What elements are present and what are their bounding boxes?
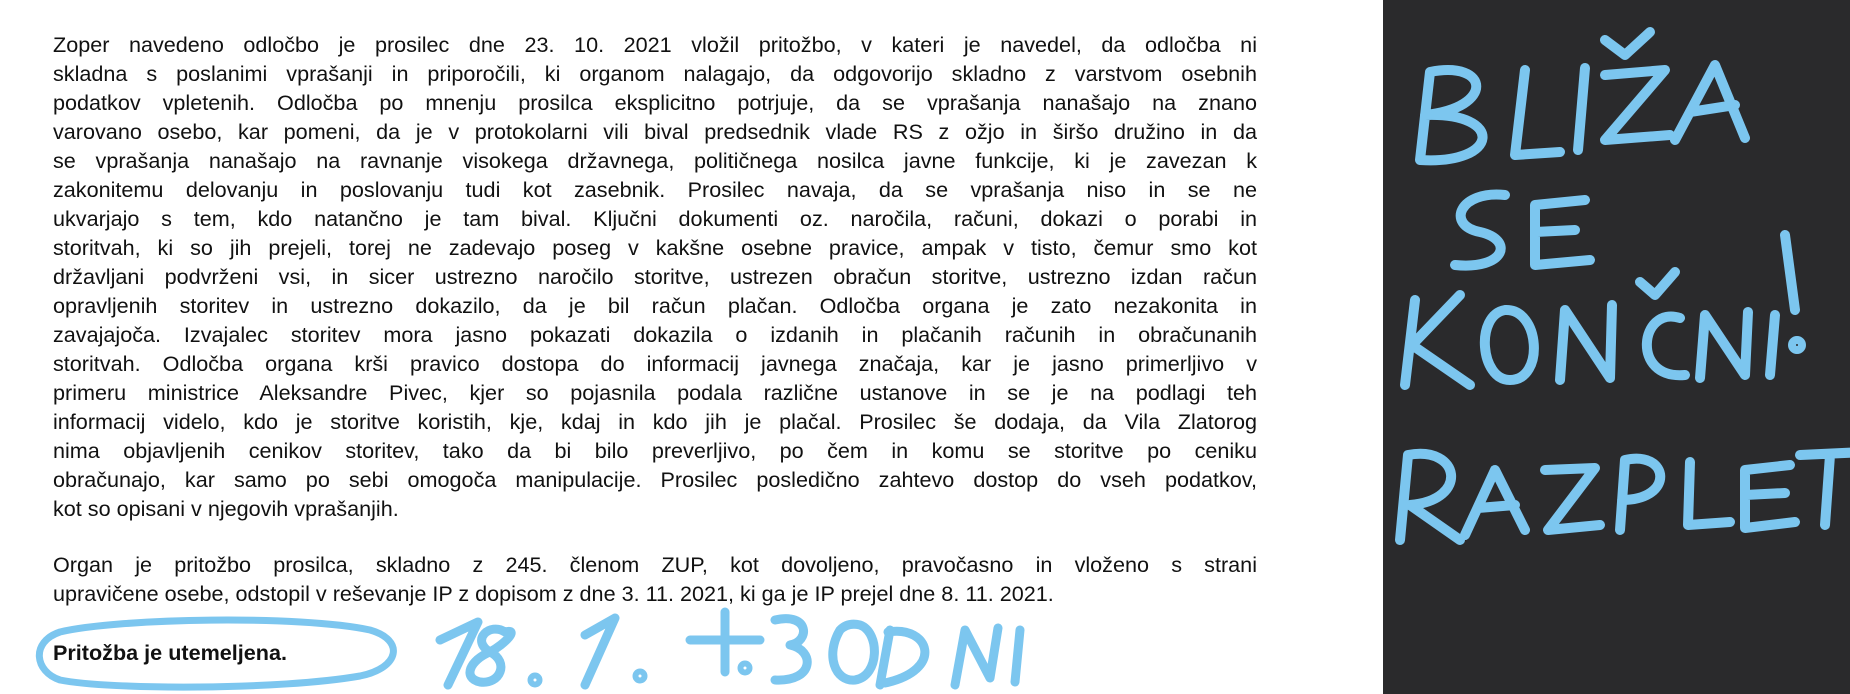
handwritten-panel-text <box>1400 32 1850 540</box>
text-line: Zoper navedeno odločbo je prosilec dne 23. 10. 2021 vložil pritožbo, v kateri je navedel, da odločba ni <box>53 32 1257 57</box>
text-line: nima objavljenih cenikov storitev, tako da bi bilo preverljivo, po čem in komu se storitve po ceniku <box>53 438 1257 463</box>
text-line: skladna s poslanimi vprašanji in priporočili, ki organom nalagajo, da odgovorijo skladno z varstvom osebnih <box>53 61 1257 86</box>
text-line: ukvarjajo s tem, kdo natančno je tam bival. Ključni dokumenti oz. naročila, računi, dokazi o porabi in <box>53 206 1257 231</box>
text-line: opravljenih storitev in ustrezno dokazilo, da je bil račun plačan. Odločba organa je zato nezakonita in <box>53 293 1257 318</box>
verdict-text: Pritožba je utemeljena. <box>53 640 287 665</box>
text-line: varovano osebo, kar pomeni, da je v protokolarni vili bival predsednik vlade RS z ožjo in širšo družino in da <box>53 119 1257 144</box>
verdict-circle-mark <box>39 620 393 687</box>
text-line: upravičene osebe, odstopil v reševanje IP z dopisom z dne 3. 11. 2021, ki ga je IP prejel dne 8. 11. 2021. <box>53 581 1054 606</box>
text-line: primeru ministrice Aleksandre Pivec, kjer so pojasnila podala različne ustanove in se je na podlagi teh <box>53 380 1257 405</box>
text-line: zavajajoča. Izvajalec storitev mora jasno pokazati dokazila o izdanih in plačanih računih in obračunanih <box>53 322 1257 347</box>
text-line: informacij videlo, kdo je storitve koristih, kje, kdaj in kdo jih je plačal. Prosilec še dodaja, da Vila Zlatorog <box>53 409 1257 434</box>
text-line: storitvah, ki so jih prejeli, torej ne zadevajo poseg v kakšne osebne pravice, ampak v tisto, čemur smo kot <box>53 235 1257 260</box>
text-line: storitvah. Odločba organa krši pravico dostopa do informacij javnega značaja, kar je jasno primerljivo v <box>53 351 1257 376</box>
text-line: državljani podvrženi vsi, in sicer ustrezno naročilo storitve, ustrezen obračun storitve, ustrezno izdan račun <box>53 264 1257 289</box>
text-line: Organ je pritožbo prosilca, skladno z 245. členom ZUP, kot dovoljeno, pravočasno in vloženo s strani <box>53 552 1257 577</box>
text-line: zakonitemu delovanju in poslovanju tudi kot zasebnik. Prosilec navaja, da se vprašanja niso in se ne <box>53 177 1257 202</box>
text-line: podatkov vpletenih. Odločba po mnenju prosilca eksplicitno potrjuje, da se vprašanja nanašajo na znano <box>53 90 1257 115</box>
text-line: obračunajo, kar samo po sebi omogoča manipulacije. Prosilec posledično zahtevo dostop do vseh podatkov, <box>53 467 1257 492</box>
text-line: kot so opisani v njegovih vprašanjih. <box>53 496 399 521</box>
text-line: se vprašanja nanašajo na ravnanje visokega državnega, političnega nosilca javne funkcije, ki je zavezan k <box>53 148 1257 173</box>
handwritten-date-note <box>440 612 1020 685</box>
